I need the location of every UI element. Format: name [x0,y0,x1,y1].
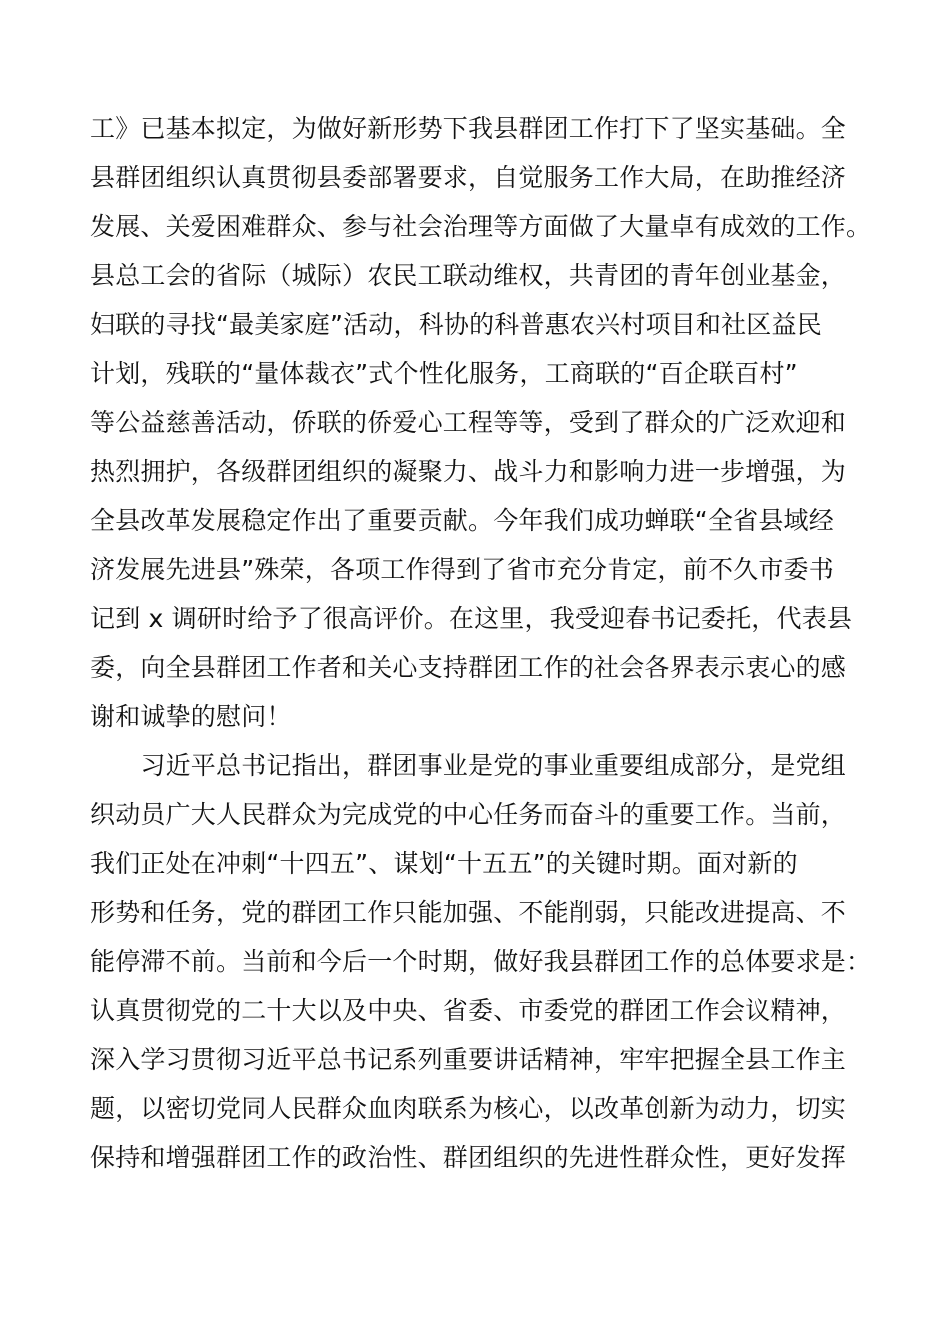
text-line: 习近平总书记指出，群团事业是党的事业重要组成部分，是党组 [90,751,847,780]
text-line: 委，向全县群团工作者和关心支持群团工作的社会各界表示衷心的感 [90,653,847,682]
text-line: 我们正处在冲刺“十四五”、谋划“十五五”的关键时期。面对新的 [90,849,798,878]
text-line: 深入学习贯彻习近平总书记系列重要讲话精神，牢牢把握全县工作主 [90,1045,847,1074]
text-line: 计划，残联的“量体裁衣”式个性化服务，工商联的“百企联百村” [90,359,798,388]
text-line: 认真贯彻党的二十大以及中央、省委、市委党的群团工作会议精神， [90,996,847,1025]
text-line: 县群团组织认真贯彻县委部署要求，自觉服务工作大局，在助推经济 [90,163,847,192]
text-line: 题，以密切党同人民群众血肉联系为核心，以改革创新为动力，切实 [90,1094,847,1123]
text-line: 县总工会的省际（城际）农民工联动维权，共青团的青年创业基金， [90,261,847,290]
body-text [90,104,870,1182]
text-line: 谢和诚挚的慰问！ [90,702,292,731]
text-line: 工》已基本拟定，为做好新形势下我县群团工作打下了坚实基础。全 [90,114,847,143]
text-line: 记到 x 调研时给予了很高评价。在这里，我受迎春书记委托，代表县 [90,604,853,633]
text-line: 热烈拥护，各级群团组织的凝聚力、战斗力和影响力进一步增强，为 [90,457,847,486]
text-line: 济发展先进县”殊荣，各项工作得到了省市充分肯定，前不久市委书 [90,555,834,584]
text-line: 保持和增强群团工作的政治性、群团组织的先进性群众性，更好发挥 [90,1143,847,1172]
text-line: 形势和任务，党的群团工作只能加强、不能削弱，只能改进提高、不 [90,898,847,927]
text-line: 等公益慈善活动，侨联的侨爱心工程等等，受到了群众的广泛欢迎和 [90,408,847,437]
text-line: 全县改革发展稳定作出了重要贡献。今年我们成功蝉联“全省县域经 [90,506,834,535]
text-line: 发展、关爱困难群众、参与社会治理等方面做了大量卓有成效的工作。 [90,212,872,241]
text-line: 能停滞不前。当前和今后一个时期，做好我县群团工作的总体要求是： [90,947,872,976]
text-line: 织动员广大人民群众为完成党的中心任务而奋斗的重要工作。当前， [90,800,847,829]
text-line: 妇联的寻找“最美家庭”活动，科协的科普惠农兴村项目和社区益民 [90,310,822,339]
